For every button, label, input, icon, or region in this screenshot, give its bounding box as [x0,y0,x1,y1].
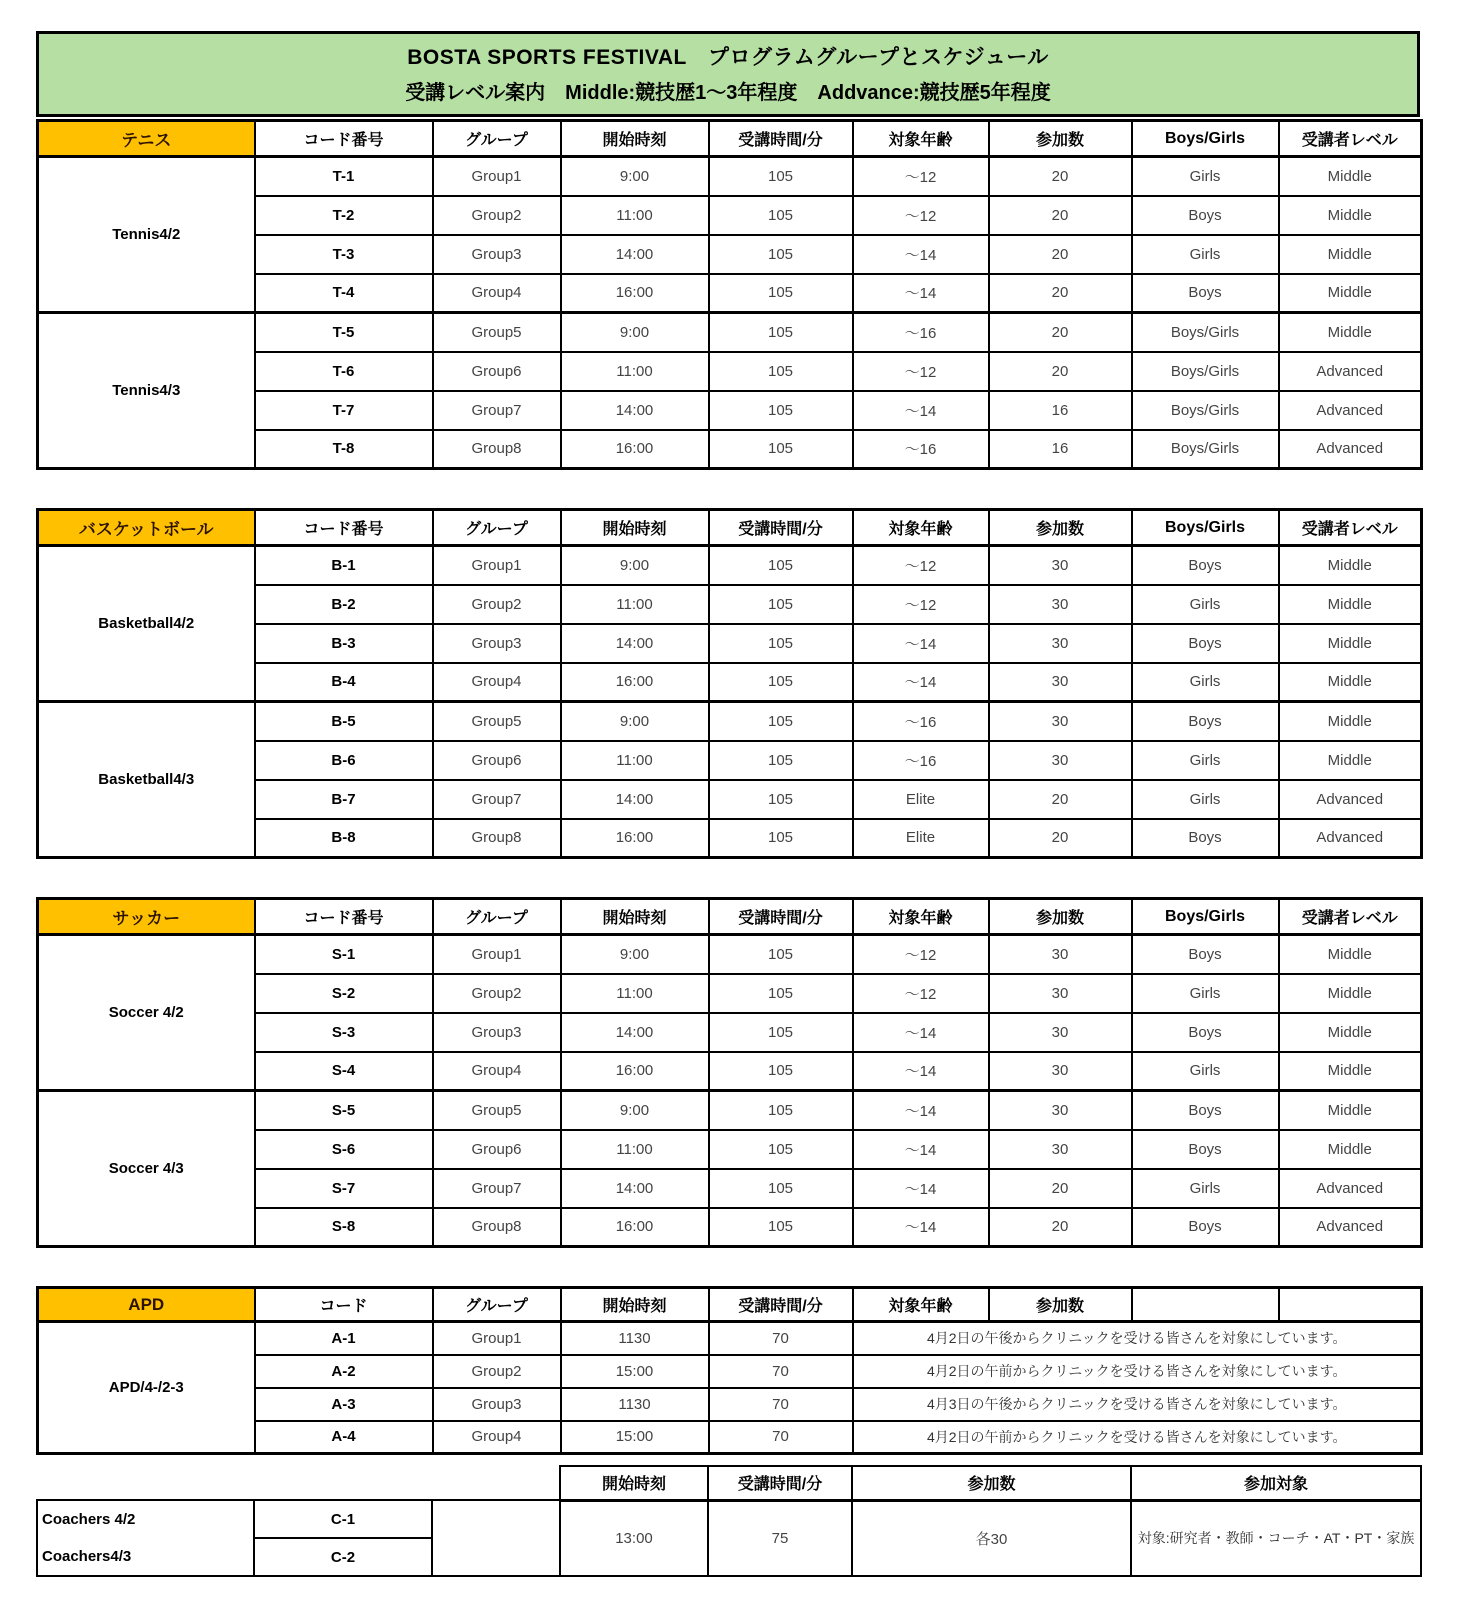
code-cell: C-2 [254,1538,432,1576]
coachers-table [36,1465,1422,1577]
data-cell: ～12 [853,935,989,974]
data-cell: ～12 [853,546,989,585]
code-cell: A-3 [255,1388,433,1421]
code-cell: T-6 [255,352,433,391]
data-cell: Group3 [433,235,561,274]
code-cell: S-4 [255,1052,433,1091]
data-cell: Group7 [433,780,561,819]
data-cell: 14:00 [561,235,709,274]
data-cell: 11:00 [561,974,709,1013]
column-header: 開始時刻 [561,121,709,157]
data-cell: Boys [1132,819,1279,858]
data-cell: 105 [709,1052,853,1091]
data-cell: Middle [1279,1130,1422,1169]
data-cell: ～16 [853,702,989,741]
data-cell: 105 [709,1208,853,1247]
data-cell: Girls [1132,974,1279,1013]
data-cell: 20 [989,157,1132,196]
data-cell: Group1 [433,546,561,585]
column-header: 参加数 [989,121,1132,157]
column-header: 参加数 [989,899,1132,935]
data-cell: 20 [989,780,1132,819]
code-cell: B-6 [255,741,433,780]
data-cell: Group4 [433,274,561,313]
data-cell: Boys [1132,1013,1279,1052]
column-header: グループ [433,121,561,157]
category-cell: テニス [38,121,255,157]
code-cell: B-1 [255,546,433,585]
data-cell: Advanced [1279,430,1422,469]
column-header: 開始時刻 [560,1466,708,1500]
data-cell: 16:00 [561,819,709,858]
data-cell: Advanced [1279,819,1422,858]
code-cell: T-4 [255,274,433,313]
data-cell: ～12 [853,974,989,1013]
data-cell: 16:00 [561,430,709,469]
data-cell: ～14 [853,1169,989,1208]
data-cell: Girls [1132,235,1279,274]
data-cell: Boys [1132,546,1279,585]
data-cell: ～14 [853,1208,989,1247]
code-cell: B-4 [255,663,433,702]
data-cell: Middle [1279,585,1422,624]
data-cell: 105 [709,624,853,663]
data-cell: Girls [1132,741,1279,780]
column-header: 受講者レベル [1279,121,1422,157]
data-cell: 30 [989,702,1132,741]
data-cell: 16:00 [561,1208,709,1247]
data-cell: Group2 [433,585,561,624]
data-cell: Group2 [433,974,561,1013]
data-cell: 1130 [561,1322,709,1355]
data-cell: ～14 [853,1091,989,1130]
data-cell: 20 [989,1169,1132,1208]
column-header: 受講時間/分 [709,510,853,546]
column-header: 受講時間/分 [709,1288,853,1322]
code-cell: B-7 [255,780,433,819]
data-cell: Group4 [433,1052,561,1091]
column-header: Boys/Girls [1132,121,1279,157]
data-cell: Boys [1132,1130,1279,1169]
data-cell: ～14 [853,274,989,313]
category-cell: バスケットボール [38,510,255,546]
data-cell: 30 [989,741,1132,780]
data-cell: 15:00 [561,1421,709,1454]
data-cell: Middle [1279,663,1422,702]
data-cell: Group6 [433,741,561,780]
sport-table-2 [36,897,1423,1248]
data-cell: Middle [1279,935,1422,974]
data-cell: 11:00 [561,196,709,235]
code-cell: A-1 [255,1322,433,1355]
data-cell: Middle [1279,1052,1422,1091]
data-cell: Girls [1132,780,1279,819]
code-cell: T-8 [255,430,433,469]
data-cell: Advanced [1279,780,1422,819]
data-cell: Group6 [433,1130,561,1169]
data-cell: 16 [989,430,1132,469]
column-header: グループ [433,1288,561,1322]
column-header: 参加数 [989,510,1132,546]
data-cell: 105 [709,741,853,780]
data-cell: 70 [709,1355,853,1388]
data-cell: 105 [709,702,853,741]
data-cell: Middle [1279,741,1422,780]
group-label-cell: Tennis4/3 [38,313,255,469]
group-label-cell: Tennis4/2 [38,157,255,313]
data-cell: 105 [709,430,853,469]
data-cell: 9:00 [561,313,709,352]
data-cell: Elite [853,819,989,858]
group-label-cell: Basketball4/2 [38,546,255,702]
code-cell: B-8 [255,819,433,858]
data-cell: 9:00 [561,546,709,585]
data-cell: 30 [989,624,1132,663]
data-cell: ～12 [853,585,989,624]
data-cell: Girls [1132,585,1279,624]
data-cell: Group4 [433,1421,561,1454]
column-header: Boys/Girls [1132,899,1279,935]
data-cell: Middle [1279,196,1422,235]
data-cell: Girls [1132,1052,1279,1091]
category-cell: APD [38,1288,255,1322]
data-cell: ～14 [853,391,989,430]
data-cell: 105 [709,1169,853,1208]
data-cell: Middle [1279,1013,1422,1052]
data-cell: Group7 [433,391,561,430]
column-header: Boys/Girls [1132,510,1279,546]
code-cell: A-4 [255,1421,433,1454]
group-label-cell: APD/4-/2-3 [38,1322,255,1454]
data-cell: Boys [1132,1091,1279,1130]
data-cell: 9:00 [561,1091,709,1130]
code-cell: S-5 [255,1091,433,1130]
data-cell: Middle [1279,313,1422,352]
data-cell: Group7 [433,1169,561,1208]
data-cell: Middle [1279,274,1422,313]
code-cell: A-2 [255,1355,433,1388]
column-header: 受講者レベル [1279,510,1422,546]
data-cell: Middle [1279,546,1422,585]
column-header: 受講時間/分 [709,899,853,935]
column-header: 対象年齢 [853,899,989,935]
data-cell: 11:00 [561,585,709,624]
column-header: コード番号 [255,121,433,157]
column-header: 開始時刻 [561,1288,709,1322]
data-cell: Boys/Girls [1132,313,1279,352]
duration-cell: 75 [708,1500,852,1576]
data-cell: 105 [709,819,853,858]
note-cell: 4月3日の午後からクリニックを受ける皆さんを対象にしています。 [853,1388,1422,1421]
data-cell: Middle [1279,702,1422,741]
data-cell: Group8 [433,819,561,858]
data-cell: Group8 [433,430,561,469]
data-cell: ～14 [853,624,989,663]
column-header: グループ [433,899,561,935]
data-cell: 70 [709,1421,853,1454]
target-audience-cell: 対象:研究者・教師・コーチ・AT・PT・家族 [1131,1500,1421,1576]
data-cell: ～16 [853,313,989,352]
data-cell: ～14 [853,1130,989,1169]
data-cell: Group1 [433,157,561,196]
note-cell: 4月2日の午前からクリニックを受ける皆さんを対象にしています。 [853,1421,1422,1454]
data-cell: Boys/Girls [1132,430,1279,469]
data-cell: 105 [709,196,853,235]
data-cell: ～14 [853,1052,989,1091]
data-cell: 30 [989,974,1132,1013]
code-cell: T-3 [255,235,433,274]
data-cell: 105 [709,935,853,974]
column-header: 対象年齢 [853,1288,989,1322]
data-cell: Boys [1132,702,1279,741]
data-cell: Girls [1132,663,1279,702]
column-header: グループ [433,510,561,546]
data-cell: 105 [709,974,853,1013]
data-cell: ～16 [853,430,989,469]
data-cell: 20 [989,819,1132,858]
sport-table-0 [36,119,1423,470]
code-cell: C-1 [254,1500,432,1538]
group-label-cell: Basketball4/3 [38,702,255,858]
group-label-cell: Soccer 4/3 [38,1091,255,1247]
data-cell: 105 [709,1013,853,1052]
column-header: 開始時刻 [561,899,709,935]
data-cell: Group2 [433,1355,561,1388]
column-header: 参加対象 [1131,1466,1421,1500]
data-cell: 30 [989,546,1132,585]
data-cell: Advanced [1279,1169,1422,1208]
data-cell: Boys/Girls [1132,391,1279,430]
data-cell: Girls [1132,1169,1279,1208]
code-cell: S-8 [255,1208,433,1247]
code-cell: T-1 [255,157,433,196]
empty-header-cell [1132,1288,1279,1322]
column-header: 参加数 [852,1466,1131,1500]
data-cell: 14:00 [561,624,709,663]
data-cell: ～14 [853,663,989,702]
data-cell: 70 [709,1388,853,1421]
code-cell: S-7 [255,1169,433,1208]
data-cell: 105 [709,157,853,196]
data-cell: ～14 [853,1013,989,1052]
data-cell: 30 [989,585,1132,624]
data-cell: 20 [989,1208,1132,1247]
coachers-label: Coachers4/3 [42,1548,132,1565]
data-cell: Group8 [433,1208,561,1247]
sport-table-1 [36,508,1423,859]
data-cell: Advanced [1279,1208,1422,1247]
empty-header-cell [1279,1288,1422,1322]
note-cell: 4月2日の午前からクリニックを受ける皆さんを対象にしています。 [853,1355,1422,1388]
data-cell: 20 [989,313,1132,352]
data-cell: 105 [709,1091,853,1130]
data-cell: Boys [1132,624,1279,663]
data-cell: Group5 [433,313,561,352]
participants-cell: 各30 [852,1500,1131,1576]
data-cell: 70 [709,1322,853,1355]
data-cell: Middle [1279,974,1422,1013]
data-cell: 105 [709,546,853,585]
data-cell: Boys/Girls [1132,352,1279,391]
data-cell: 105 [709,235,853,274]
data-cell: 105 [709,663,853,702]
data-cell: Group2 [433,196,561,235]
column-header: 受講時間/分 [708,1466,852,1500]
data-cell: 16 [989,391,1132,430]
data-cell: 16:00 [561,1052,709,1091]
data-cell: Boys [1132,1208,1279,1247]
data-cell: Boys [1132,274,1279,313]
data-cell: 16:00 [561,274,709,313]
data-cell: 105 [709,1130,853,1169]
data-cell: Group5 [433,702,561,741]
data-cell: Middle [1279,235,1422,274]
data-cell: ～12 [853,157,989,196]
data-cell: 9:00 [561,157,709,196]
data-cell: 20 [989,352,1132,391]
data-cell: 11:00 [561,1130,709,1169]
code-cell: T-7 [255,391,433,430]
data-cell: 30 [989,935,1132,974]
column-header: 受講時間/分 [709,121,853,157]
code-cell: S-3 [255,1013,433,1052]
data-cell: ～14 [853,235,989,274]
data-cell: Girls [1132,157,1279,196]
column-header: コード番号 [255,899,433,935]
column-header: 対象年齢 [853,510,989,546]
data-cell: Boys [1132,935,1279,974]
data-cell: Advanced [1279,352,1422,391]
data-cell: Elite [853,780,989,819]
data-cell: 105 [709,780,853,819]
data-cell: 11:00 [561,352,709,391]
category-cell: サッカー [38,899,255,935]
coachers-label-cell [37,1500,254,1576]
data-cell: 11:00 [561,741,709,780]
data-cell: Middle [1279,1091,1422,1130]
data-cell: Group1 [433,1322,561,1355]
document-title: BOSTA SPORTS FESTIVAL プログラムグループとスケジュール [407,46,1049,69]
data-cell: Boys [1132,196,1279,235]
data-cell: 30 [989,663,1132,702]
data-cell: 16:00 [561,663,709,702]
data-cell: Middle [1279,624,1422,663]
apd-table [36,1286,1423,1455]
data-cell: Group5 [433,1091,561,1130]
data-cell: Group3 [433,1013,561,1052]
data-cell: Group6 [433,352,561,391]
code-cell: S-1 [255,935,433,974]
data-cell: 9:00 [561,935,709,974]
data-cell: 20 [989,235,1132,274]
data-cell: 14:00 [561,1013,709,1052]
data-cell: 15:00 [561,1355,709,1388]
data-cell: 20 [989,274,1132,313]
column-header: 対象年齢 [853,121,989,157]
column-header: コード番号 [255,510,433,546]
data-cell: ～12 [853,196,989,235]
data-cell: 9:00 [561,702,709,741]
code-cell: S-2 [255,974,433,1013]
data-cell: 1130 [561,1388,709,1421]
column-header: 開始時刻 [561,510,709,546]
data-cell: 14:00 [561,1169,709,1208]
code-cell: B-3 [255,624,433,663]
code-cell: T-5 [255,313,433,352]
sports-tables [36,119,1440,1248]
data-cell: Advanced [1279,391,1422,430]
data-cell: 14:00 [561,780,709,819]
data-cell: 30 [989,1130,1132,1169]
data-cell: 105 [709,352,853,391]
data-cell: 14:00 [561,391,709,430]
data-cell: Group4 [433,663,561,702]
title-banner [36,31,1420,117]
empty-group-cell [432,1500,560,1576]
column-header: コード [255,1288,433,1322]
start-time-cell: 13:00 [560,1500,708,1576]
coachers-label: Coachers 4/2 [42,1511,136,1528]
data-cell: Group3 [433,1388,561,1421]
group-label-cell: Soccer 4/2 [38,935,255,1091]
data-cell: 30 [989,1013,1132,1052]
note-cell: 4月2日の午後からクリニックを受ける皆さんを対象にしています。 [853,1322,1422,1355]
level-guide-subtitle: 受講レベル案内 Middle:競技歴1～3年程度 Addvance:競技歴5年程度 [405,82,1051,104]
spacer-cell [37,1466,560,1500]
data-cell: 105 [709,313,853,352]
data-cell: 105 [709,391,853,430]
code-cell: T-2 [255,196,433,235]
code-cell: B-5 [255,702,433,741]
code-cell: B-2 [255,585,433,624]
data-cell: Middle [1279,157,1422,196]
data-cell: ～12 [853,352,989,391]
data-cell: 105 [709,585,853,624]
data-cell: Group1 [433,935,561,974]
data-cell: 20 [989,196,1132,235]
data-cell: 105 [709,274,853,313]
data-cell: ～16 [853,741,989,780]
code-cell: S-6 [255,1130,433,1169]
data-cell: 30 [989,1091,1132,1130]
data-cell: Group3 [433,624,561,663]
data-cell: 30 [989,1052,1132,1091]
column-header: 受講者レベル [1279,899,1422,935]
column-header: 参加数 [989,1288,1132,1322]
